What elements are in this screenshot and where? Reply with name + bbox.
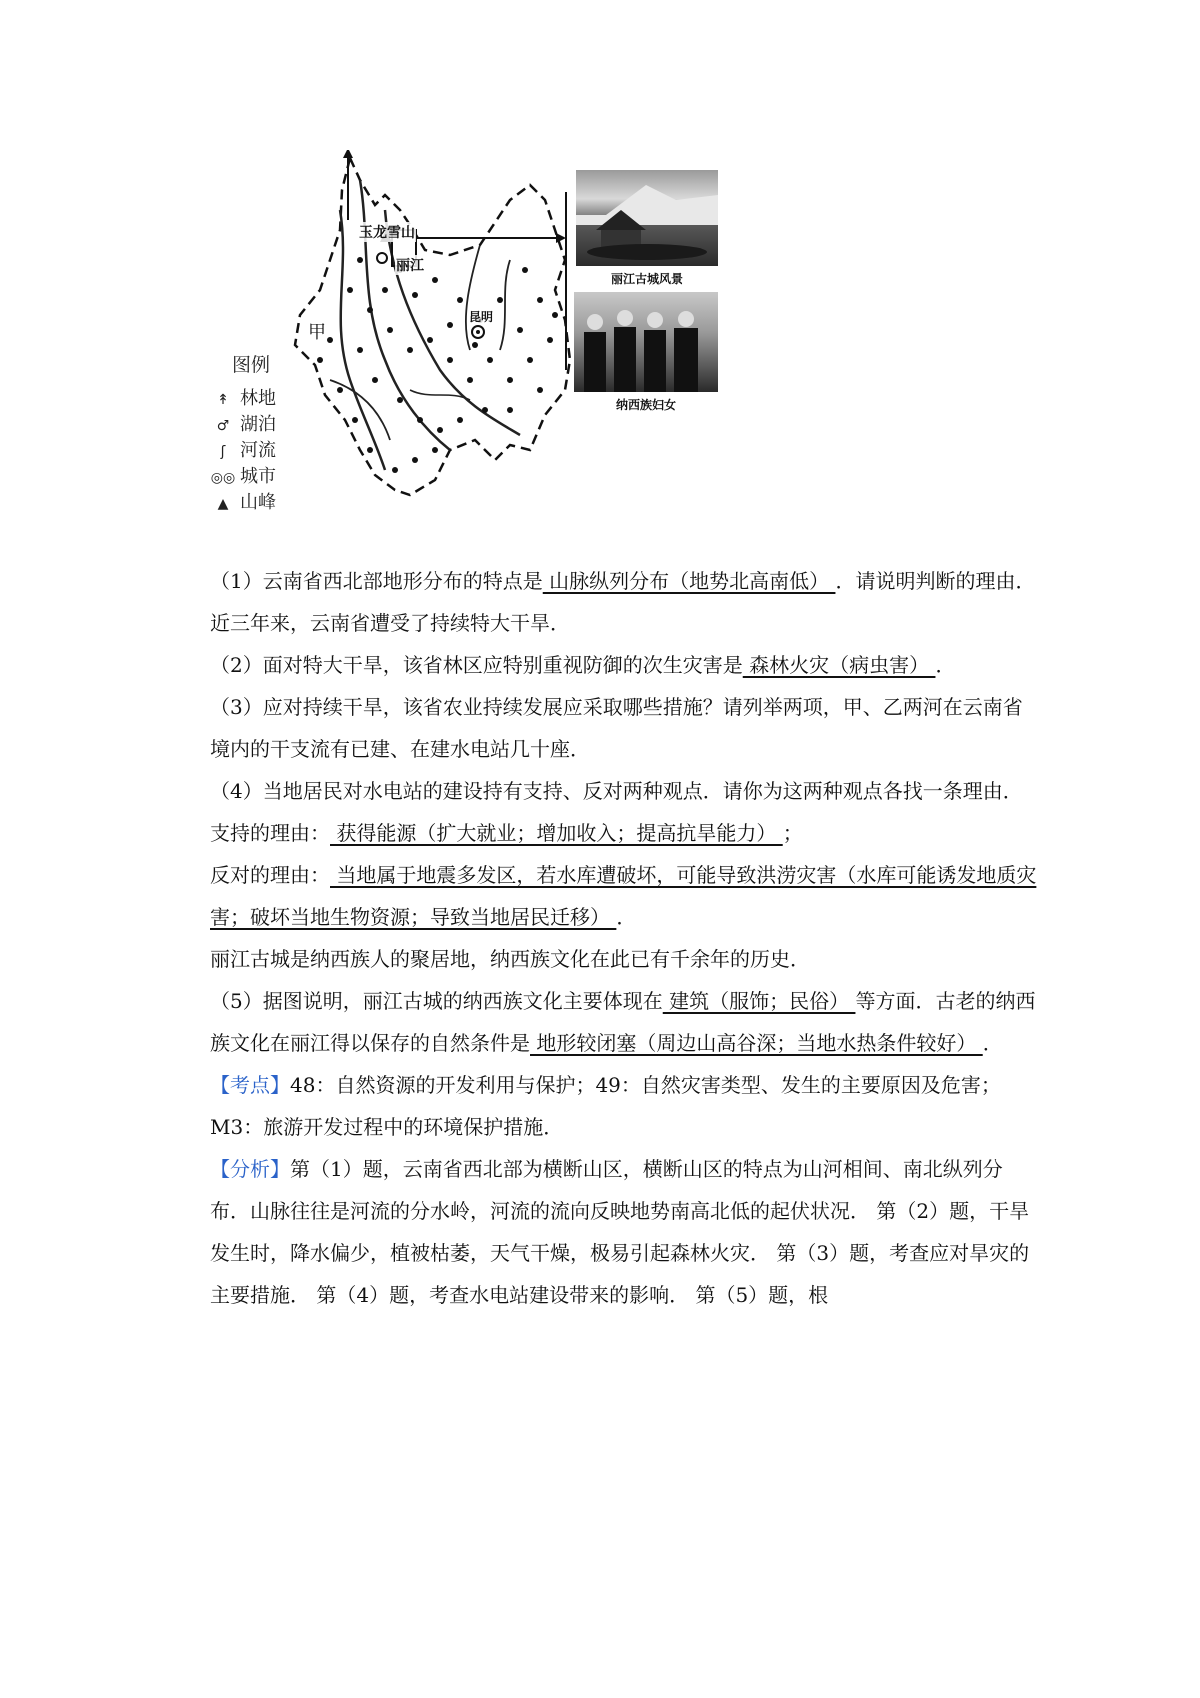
naxi-women-photo: [574, 292, 718, 392]
lijiang-old-town-photo: [576, 170, 718, 266]
question-4: （4）当地居民对水电站的建设持有支持、反对两种观点．请你为这两种观点各找一条理由．: [210, 779, 1023, 803]
legend-title: 图例: [232, 354, 271, 376]
question-text: [210, 560, 1040, 1316]
legend-item-forest: ↟ 林地: [210, 384, 276, 410]
intro-naxi: 丽江古城是纳西族人的聚居地，纳西族文化在此已有千余年的历史．: [210, 947, 810, 971]
jia-label: 甲: [308, 322, 326, 343]
intro-drought: 近三年来，云南省遭受了持续特大干旱．: [210, 611, 570, 635]
peak-icon: ▲: [217, 496, 229, 512]
legend-item-river: ʃ 河流: [210, 436, 276, 462]
answer-2: 森林火灾（病虫害）: [742, 653, 936, 677]
naxi-photo-caption: 纳西族妇女: [615, 398, 676, 412]
answer-5a: 建筑（服饰；民俗）: [662, 989, 856, 1013]
legend-item-peak: ▲ 山峰: [210, 488, 276, 514]
river-icon: ʃ: [220, 444, 226, 460]
kaodian-tag: 【考点】: [210, 1073, 290, 1097]
lijiang-label: 丽江: [395, 255, 425, 275]
yunnan-map-figure: [210, 150, 790, 550]
question-5: （5）据图说明，丽江古城的纳西族文化主要体现在 建筑（服饰；民俗） 等方面．古老的纳西族文化在丽江得以保存的自然条件是 地形较闭塞（周边山高谷深；当地水热条件较好） ．: [210, 989, 1036, 1055]
kunming-label: 昆明: [469, 310, 494, 324]
answer-1: 山脉纵列分布（地势北高南低）: [542, 569, 836, 593]
fenxi-section: 【分析】第（1）题，云南省西北部为横断山区，横断山区的特点为山河相间、南北纵列分布．山脉往往是河流的分水岭，河流的流向反映地势南高北低的起伏状况． 第（2）题，干旱发生时，降水偏少，植被枯萎，天气干燥，极易引起森林火灾． 第（3）题，考查应对旱灾的主要措施． 第（4）题，考查水电站建设带来的影响． 第（5）题，根: [210, 1157, 1030, 1307]
city-icon: ◎◎: [210, 470, 236, 486]
province-border: [295, 158, 570, 495]
answer-5b: 地形较闭塞（周边山高谷深；当地水热条件较好）: [530, 1031, 983, 1055]
fenxi-tag: 【分析】: [210, 1157, 290, 1181]
legend-item-lake: ♂ 湖泊: [210, 410, 276, 436]
lijiang-photo-caption: 丽江古城风景: [610, 272, 683, 286]
question-1: （1）云南省西北部地形分布的特点是 山脉纵列分布（地势北高南低） ．请说明判断的理由．: [210, 569, 1036, 593]
lijiang-city-marker: [377, 253, 387, 263]
legend-item-city: ◎◎ 城市: [210, 466, 276, 487]
oppose-answer: 当地属于地震多发区，若水库遭破坏，可能导致洪涝灾害（水库可能诱发地质灾害；破坏当地生物资源；导致当地居民迁移）: [210, 863, 1037, 929]
question-3: （3）应对持续干旱，该省农业持续发展应采取哪些措施？请列举两项，甲、乙两河在云南省境内的干支流有已建、在建水电站几十座．: [210, 695, 1023, 761]
support-answer: 获得能源（扩大就业；增加收入；提高抗旱能力）: [330, 821, 783, 845]
mountain-label: 玉龙雪山: [358, 222, 416, 242]
river-5: [500, 260, 510, 350]
question-2: （2）面对特大干旱，该省林区应特别重视防御的次生灾害是 森林火灾（病虫害） ．: [210, 653, 956, 677]
oppose-reason: 反对的理由： 当地属于地震多发区，若水库遭破坏，可能导致洪涝灾害（水库可能诱发地质灾害；破坏当地生物资源；导致当地居民迁移） ．: [210, 863, 1037, 929]
support-reason: 支持的理由： 获得能源（扩大就业；增加收入；提高抗旱能力） ；: [210, 821, 803, 845]
tree-icon: ↟: [217, 392, 229, 408]
kaodian-section: 【考点】48：自然资源的开发利用与保护；49：自然灾害类型、发生的主要原因及危害；M3：旅游开发过程中的环境保护措施．: [210, 1073, 1001, 1139]
lake-icon: ♂: [216, 418, 230, 434]
